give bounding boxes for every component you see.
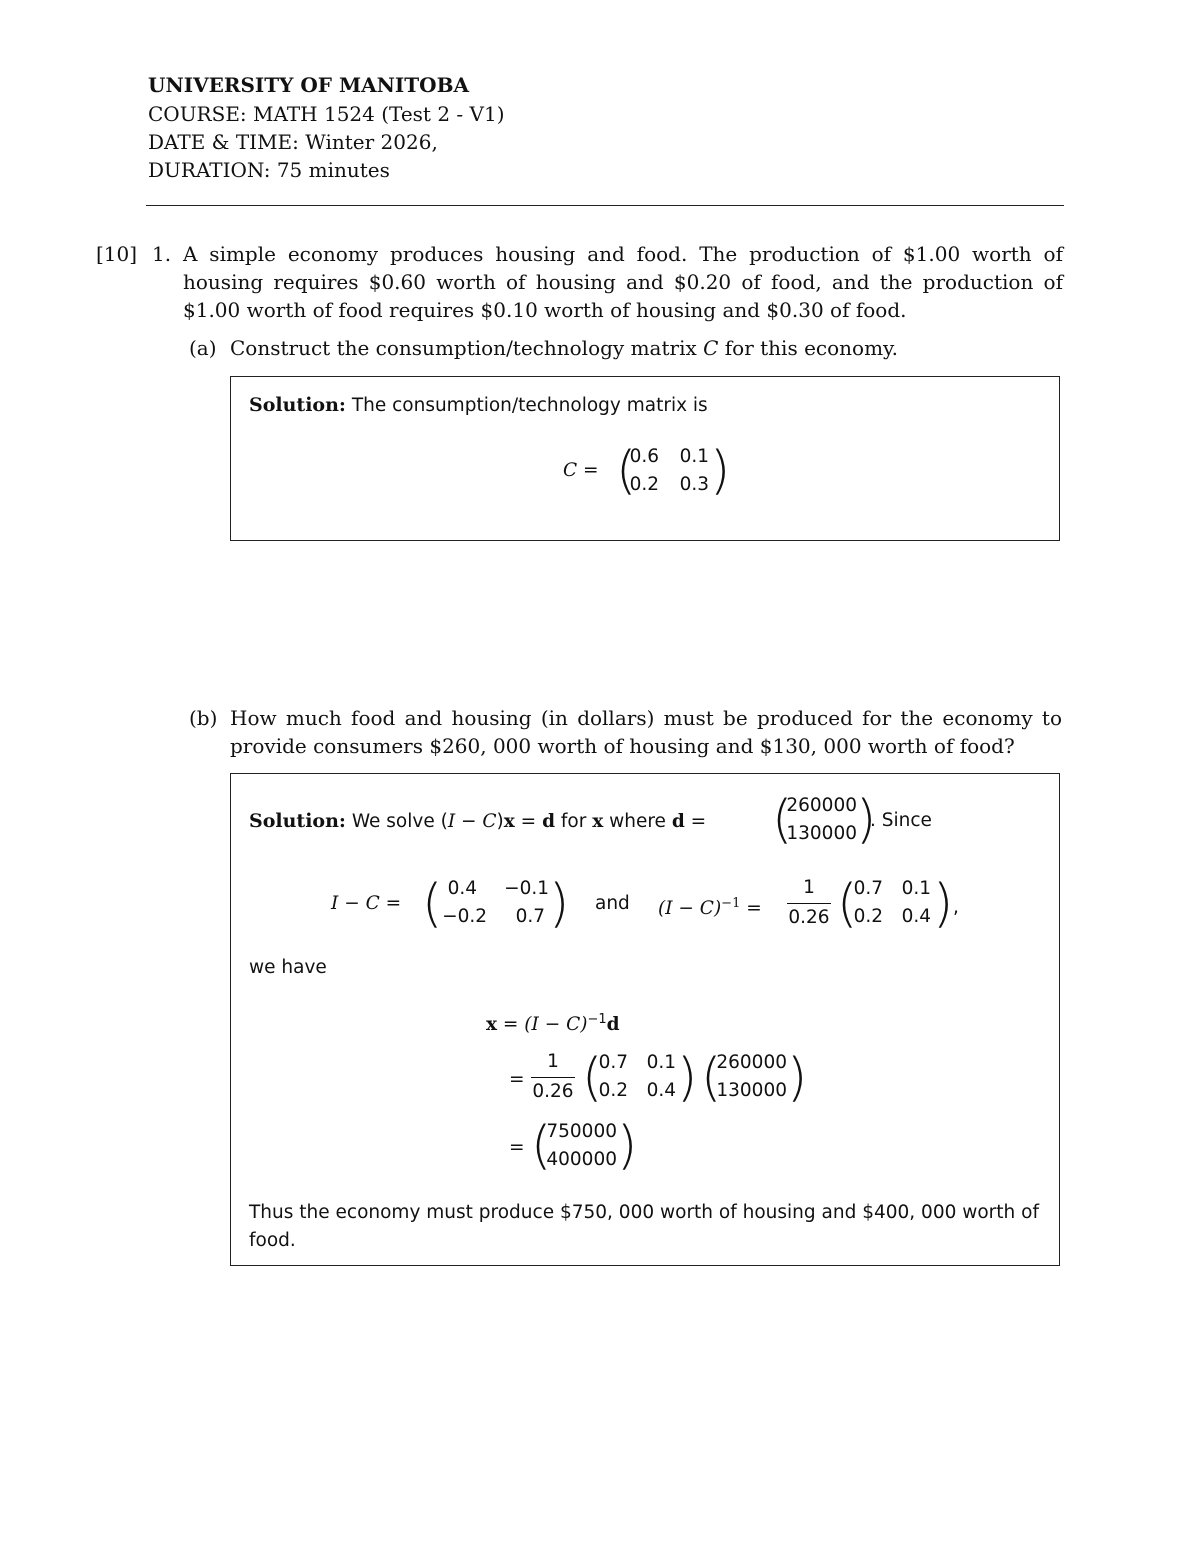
d-vector-cell: 260000 [786, 795, 857, 816]
derivation-line-1: $x = (I - C)^{-1}d$ [486, 1012, 620, 1036]
vector-left-paren: ( [701, 1048, 722, 1108]
part-b-text: How much food and housing (in dollars) must be produced for the economy to provide consumers $260, 000 worth of housing and $130, 000 worth of food? [230, 706, 1062, 758]
vector-left-paren: ( [772, 790, 793, 850]
fraction-denominator: 0.26 [788, 907, 830, 928]
matrix-left-paren: ( [582, 1048, 603, 1108]
part-a-label: (a) [189, 336, 217, 360]
comma: , [953, 897, 959, 918]
derivation-eq-2: = [509, 1069, 525, 1090]
course-line: COURSE: MATH 1524 (Test 2 - V1) [148, 102, 505, 126]
d-vector-cell: 130000 [786, 823, 857, 844]
vector-right-paren: ) [617, 1116, 638, 1176]
header-rule [146, 205, 1064, 206]
part-b-label: (b) [189, 706, 218, 730]
d-vector-cell: 130000 [716, 1080, 787, 1101]
i-minus-c-cell: −0.2 [442, 906, 487, 927]
i-minus-c-cell: 0.4 [447, 878, 477, 899]
matrix-c-cell: 0.1 [679, 446, 709, 467]
fraction-numerator: 1 [803, 877, 815, 898]
matrix-right-paren: ) [710, 441, 731, 501]
matrix-right-paren: ) [933, 874, 954, 934]
solution-a-statement: Solution: The consumption/technology matrix is [249, 394, 708, 416]
matrix-right-paren: ) [677, 1048, 698, 1108]
matrix-left-paren: ( [837, 874, 858, 934]
fraction-denominator: 0.26 [532, 1081, 574, 1102]
since-text: . Since [870, 810, 932, 831]
i-minus-c-cell: −0.1 [504, 878, 549, 899]
solution-a-box [230, 376, 1060, 541]
solution-a-lhs: C = [563, 460, 599, 481]
solution-b-box [230, 773, 1060, 1266]
and-text: and [595, 893, 630, 914]
question-marks: [10] [96, 242, 138, 266]
eq1-lhs: I − C = [331, 893, 402, 914]
result-vector-cell: 750000 [546, 1121, 617, 1142]
adj-cell: 0.2 [598, 1080, 628, 1101]
eq2-lhs: $(I - C)^{-1}$ = [658, 896, 762, 920]
fraction-numerator: 1 [547, 1051, 559, 1072]
adj-cell: 0.2 [853, 906, 883, 927]
matrix-left-paren: ( [422, 874, 443, 934]
duration-line: DURATION: 75 minutes [148, 158, 390, 182]
matrix-c-cell: 0.3 [679, 474, 709, 495]
solution-b-statement: Solution: We solve (I − C)x = d for x where d = [249, 810, 707, 832]
question-text: A simple economy produces housing and food. The production of $1.00 worth of housing requires $0.60 worth of housing and $0.20 of food, and the production of $1.00 worth of food requires $0.10 worth of housing and $0.30 of food. [183, 242, 1063, 322]
conclusion-text: Thus the economy must produce $750, 000 worth of housing and $400, 000 worth of food. [249, 1202, 1039, 1251]
matrix-right-paren: ) [549, 874, 570, 934]
d-vector-cell: 260000 [716, 1052, 787, 1073]
vector-right-paren: ) [856, 790, 877, 850]
adj-cell: 0.4 [646, 1080, 676, 1101]
university-name: UNIVERSITY OF MANITOBA [148, 73, 469, 97]
date-line: DATE & TIME: Winter 2026, [148, 130, 438, 154]
adj-cell: 0.7 [598, 1052, 628, 1073]
part-a-text: Construct the consumption/technology matrix C for this economy. [230, 336, 899, 360]
result-vector-cell: 400000 [546, 1149, 617, 1170]
matrix-left-paren: ( [616, 441, 637, 501]
adj-cell: 0.1 [646, 1052, 676, 1073]
adj-cell: 0.1 [901, 878, 931, 899]
matrix-c-cell: 0.6 [629, 446, 659, 467]
derivation-eq-3: = [509, 1137, 525, 1158]
adj-cell: 0.4 [901, 906, 931, 927]
vector-right-paren: ) [787, 1048, 808, 1108]
question-number: 1. [152, 242, 172, 266]
i-minus-c-cell: 0.7 [515, 906, 545, 927]
adj-cell: 0.7 [853, 878, 883, 899]
matrix-c-cell: 0.2 [629, 474, 659, 495]
vector-left-paren: ( [531, 1116, 552, 1176]
we-have-text: we have [249, 957, 327, 978]
